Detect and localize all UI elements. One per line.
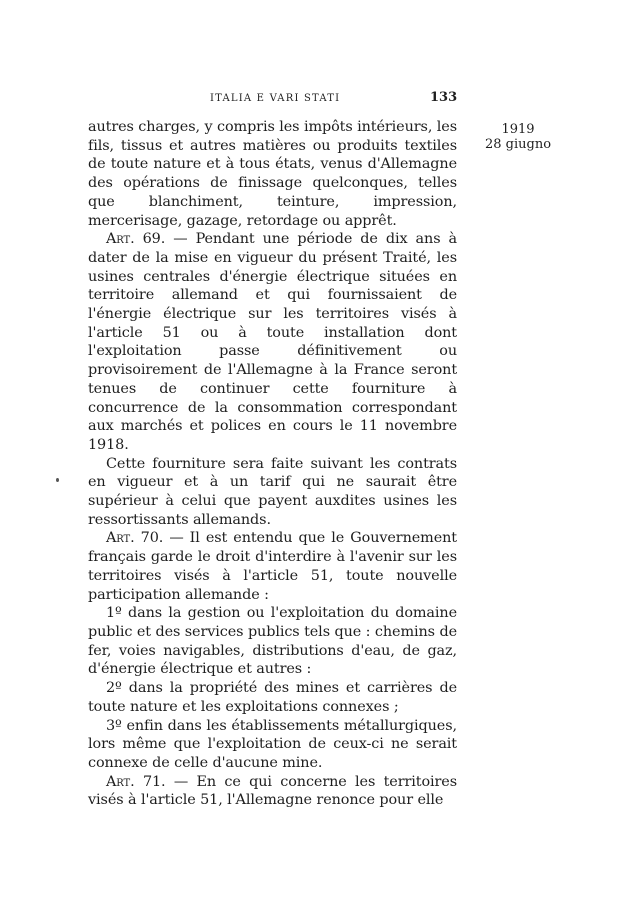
article-70-text: 70. — Il est entendu que le Gouvernement français garde le droit d'interdire à l'avenir sur les territoires visés à l'article 51, toute nouvelle participation allemande : [88, 530, 457, 603]
article-71-text: 71. — En ce qui concerne les territoires visés à l'article 51, l'Allemagne renonce pour elle [88, 773, 457, 809]
article-69-text: 69. — Pendant une période de dix ans à dater de la mise en vigueur du présent Traité, les usines centrales d'énergie électrique situées en territoire allemand et qui fournissaient de l'énergie électrique sur les territoires visés à l'article 51 ou à toute installation dont l'exploitation passe définitivement ou provisoirement de l'Allemagne à la France seront tenues de continuer cette fourniture à concurrence de la consommation correspondant aux marchés et polices en cours le 11 novembre 1918. [88, 231, 457, 453]
list-item-1: 1º dans la gestion ou l'exploitation du domaine public et des services publics tels que : chemins de fer, voies navigables, distributions d'eau, de gaz, d'énergie électrique et autres : [88, 605, 457, 678]
stray-ink-mark [56, 478, 59, 482]
article-69 [88, 230, 457, 454]
paragraph-continuation: autres charges, y compris les impôts intérieurs, les fils, tissus et autres matières ou produits textiles de toute nature et à tous états, venus d'Allemagne des opérations de finissage quelconques, telles que blanchiment, teinture, impression, mercerisage, gazage, retordage ou apprêt. [88, 119, 457, 229]
body-text [88, 118, 457, 810]
list-item-2: 2º dans la propriété des mines et carrières de toute nature et les exploitations connexes ; [88, 680, 457, 715]
article-label: Art. [106, 530, 135, 547]
margin-note-year: 1919 [501, 122, 535, 137]
article-label: Art. [106, 773, 135, 790]
article-label: Art. [106, 231, 135, 248]
paragraph-fourniture: Cette fourniture sera faite suivant les contrats en vigueur et à un tarif qui ne saurait être supérieur à celui que payent auxdites usines les ressortissants allemands. [88, 455, 457, 528]
list-item-3: 3º enfin dans les établissements métallurgiques, lors même que l'exploitation de ceux-ci ne serait connexe de celle d'aucune mine. [88, 717, 457, 771]
margin-note [478, 122, 558, 152]
article-71 [88, 773, 457, 810]
running-header-title: ITALIA E VARI STATI [210, 93, 341, 104]
page-number: 133 [430, 90, 458, 105]
article-70 [88, 529, 457, 604]
margin-note-date: 28 giugno [484, 137, 552, 152]
